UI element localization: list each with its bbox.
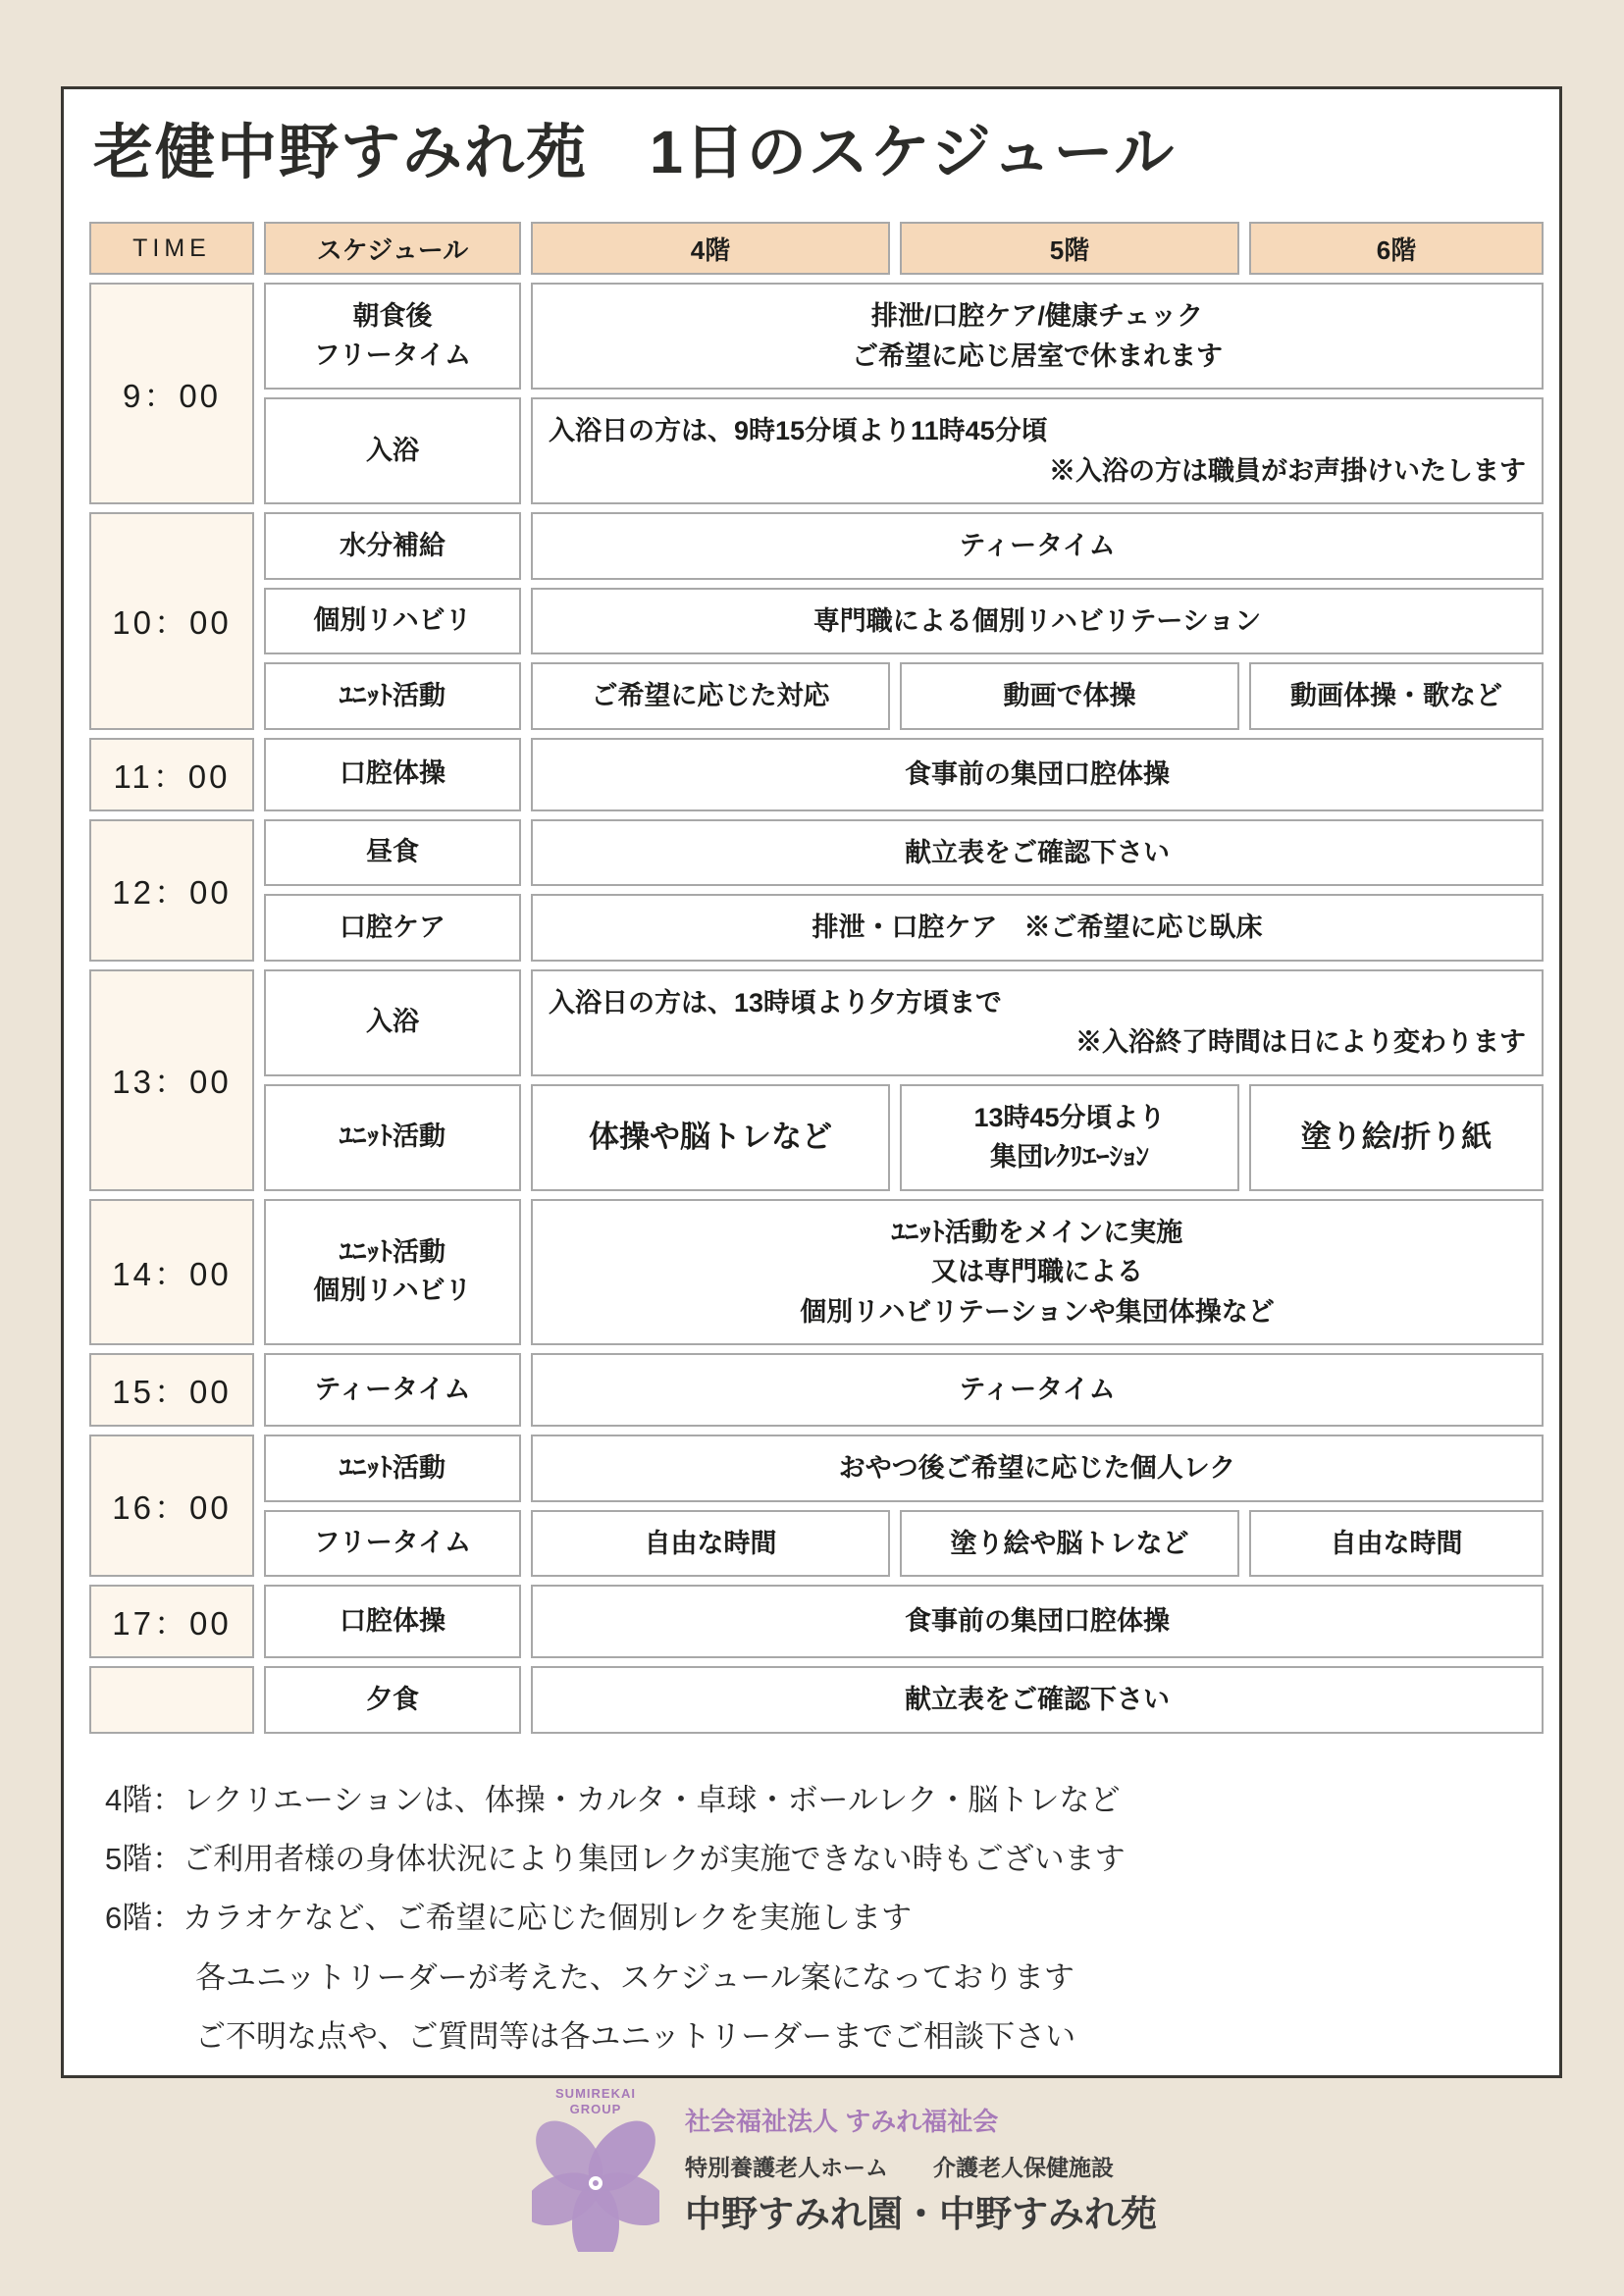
table-row-15 <box>89 1666 1544 1734</box>
activity-cell <box>531 819 1544 887</box>
corporation-name: 社会福祉法人 すみれ福祉会 <box>685 2107 999 2136</box>
cell-line: フリータイム <box>313 339 472 370</box>
notes <box>105 1771 1559 2067</box>
time-cell: 15：00 <box>89 1353 254 1427</box>
cell-line: 動画で体操 <box>1003 681 1136 710</box>
cell-line: 個別リハビリ <box>313 605 472 636</box>
violet-flower-icon <box>532 2118 659 2252</box>
group-name-en: SUMIREKAI GROUP <box>555 2086 636 2117</box>
schedule-cell <box>264 588 521 655</box>
time-cell: 12：00 <box>89 819 254 962</box>
cell-line: ご希望に応じ居室で休まれます <box>852 340 1223 371</box>
column-header-4: 6階 <box>1249 222 1544 275</box>
table-row-14 <box>89 1585 1544 1658</box>
cell-line: 入浴 <box>366 1007 419 1037</box>
cell-line: 又は専門職による <box>931 1257 1143 1286</box>
table-body <box>89 283 1544 1734</box>
table-row-9 <box>89 1084 1544 1191</box>
schedule-cell <box>264 969 521 1076</box>
cell-line: 塗り絵や脳トレなど <box>950 1528 1189 1558</box>
activity-cell <box>900 1084 1239 1191</box>
facility-type-label: 特別養護老人ホーム 介護老人保健施設 <box>685 2155 1114 2180</box>
schedule-cell <box>264 1199 521 1346</box>
cell-line: 集団ﾚｸﾘｴｰｼｮﾝ <box>990 1142 1149 1172</box>
cell-line: 口腔体操 <box>340 758 445 789</box>
table-row-0 <box>89 283 1544 390</box>
cell-line: 体操や脳トレなど <box>589 1119 832 1154</box>
cell-line: 食事前の集団口腔体操 <box>905 758 1170 789</box>
activity-cell <box>531 1435 1544 1502</box>
activity-cell <box>531 969 1544 1076</box>
schedule-cell <box>264 1585 521 1658</box>
cell-line: フリータイム <box>313 1528 472 1558</box>
cell-line: 朝食後 <box>352 301 433 332</box>
schedule-cell <box>264 397 521 504</box>
schedule-cell <box>264 819 521 887</box>
activity-cell <box>531 1199 1544 1346</box>
table-row-6 <box>89 819 1544 887</box>
cell-line: ﾕﾆｯﾄ活動 <box>340 1452 445 1483</box>
footer-text <box>685 2086 1157 2237</box>
activity-cell <box>531 1666 1544 1734</box>
schedule-cell <box>264 1666 521 1734</box>
footer <box>0 2086 1624 2257</box>
facility-name: 中野すみれ園・中野すみれ苑 <box>685 2194 1157 2234</box>
cell-line: ﾕﾆｯﾄ活動をメインに実施 <box>891 1217 1183 1247</box>
note-line: ご不明な点や、ご質問等は各ユニットリーダーまでご相談下さい <box>195 2019 1076 2055</box>
schedule-cell <box>264 1510 521 1578</box>
column-header-0: TIME <box>89 222 254 275</box>
cell-line: 自由な時間 <box>1330 1528 1463 1558</box>
table-row-8 <box>89 969 1544 1076</box>
activity-cell <box>531 1084 890 1191</box>
column-header-2: 4階 <box>531 222 890 275</box>
cell-line: ※入浴の方は職員がお声掛けいたします <box>1049 455 1526 486</box>
column-header-1: スケジュール <box>264 222 521 275</box>
cell-line: 個別リハビリ <box>313 1276 472 1306</box>
table-row-2 <box>89 512 1544 580</box>
table-row-13 <box>89 1510 1544 1578</box>
note-line: 6階：カラオケなど、ご希望に応じた個別レクを実施します <box>105 1901 912 1936</box>
activity-cell <box>531 397 1544 504</box>
cell-line: ※入浴終了時間は日により変わります <box>1075 1027 1526 1057</box>
activity-cell <box>531 1510 890 1578</box>
cell-line: 入浴日の方は、9時15分頃より11時45分頃 <box>549 416 1048 445</box>
time-cell: 16：00 <box>89 1435 254 1577</box>
cell-line: 食事前の集団口腔体操 <box>905 1606 1170 1637</box>
cell-line: 水分補給 <box>340 530 445 560</box>
table-row-4 <box>89 662 1544 730</box>
activity-cell <box>531 662 890 730</box>
column-header-3: 5階 <box>900 222 1239 275</box>
cell-line: 自由な時間 <box>644 1528 777 1558</box>
cell-line: ご希望に応じた対応 <box>591 681 830 710</box>
activity-cell <box>531 588 1544 655</box>
schedule-cell <box>264 1435 521 1502</box>
table-header-row <box>89 222 1544 275</box>
schedule-cell <box>264 662 521 730</box>
cell-line: 献立表をご確認下さい <box>905 1685 1170 1714</box>
time-cell: 11：00 <box>89 738 254 811</box>
cell-line: 入浴 <box>366 435 419 465</box>
activity-cell <box>531 1585 1544 1658</box>
activity-cell <box>1249 1510 1544 1578</box>
note-line: 5階：ご利用者様の身体状況により集団レクが実施できない時もございます <box>105 1841 1126 1876</box>
schedule-cell <box>264 283 521 390</box>
table-row-11 <box>89 1353 1544 1427</box>
cell-line: 献立表をご確認下さい <box>905 837 1170 867</box>
header-row <box>89 222 1544 275</box>
time-cell <box>89 1666 254 1734</box>
note-line: 4階：レクリエーションは、体操・カルタ・卓球・ボールレク・脳トレなど <box>105 1782 1121 1817</box>
time-cell: 9：00 <box>89 283 254 504</box>
time-cell: 10：00 <box>89 512 254 730</box>
cell-line: 昼食 <box>366 837 419 867</box>
note-line: 各ユニットリーダーが考えた、スケジュール案になっております <box>195 1959 1074 1995</box>
activity-cell <box>531 283 1544 390</box>
schedule-sheet <box>61 86 1562 2078</box>
cell-line: ティータイム <box>314 1374 471 1404</box>
cell-line: ﾕﾆｯﾄ活動 <box>340 680 445 710</box>
table-row-3 <box>89 588 1544 655</box>
activity-cell <box>531 512 1544 580</box>
table-row-7 <box>89 894 1544 962</box>
cell-line: 動画体操・歌など <box>1290 681 1502 710</box>
time-cell: 13：00 <box>89 969 254 1191</box>
schedule-cell <box>264 1084 521 1191</box>
cell-line: ﾕﾆｯﾄ活動 <box>340 1237 445 1268</box>
time-cell: 14：00 <box>89 1199 254 1346</box>
activity-cell <box>531 894 1544 962</box>
activity-cell <box>531 738 1544 811</box>
schedule-cell <box>264 894 521 962</box>
activity-cell <box>900 662 1239 730</box>
cell-line: 夕食 <box>366 1684 419 1714</box>
page-title: 老健中野すみれ苑 1日のスケジュール <box>93 119 1177 185</box>
table-row-12 <box>89 1435 1544 1502</box>
cell-line: 口腔体操 <box>340 1605 445 1636</box>
time-cell: 17：00 <box>89 1585 254 1658</box>
activity-cell <box>1249 1084 1544 1191</box>
cell-line: 排泄・口腔ケア ※ご希望に応じ臥床 <box>812 913 1263 942</box>
schedule-table <box>79 214 1553 1742</box>
table-row-1 <box>89 397 1544 504</box>
cell-line: ティータイム <box>959 531 1116 560</box>
activity-cell <box>900 1510 1239 1578</box>
schedule-cell <box>264 512 521 580</box>
cell-line: 塗り絵/折り紙 <box>1300 1119 1493 1154</box>
table-row-5 <box>89 738 1544 811</box>
cell-line: ﾕﾆｯﾄ活動 <box>340 1122 445 1152</box>
schedule-cell <box>264 1353 521 1427</box>
cell-line: 専門職による個別リハビリテーション <box>812 605 1262 636</box>
cell-line: 13時45分頃より <box>973 1102 1166 1132</box>
schedule-cell <box>264 738 521 811</box>
cell-line: 口腔ケア <box>340 912 445 942</box>
cell-line: 排泄/口腔ケア/健康チェック <box>870 301 1204 331</box>
table-row-10 <box>89 1199 1544 1346</box>
activity-cell <box>531 1353 1544 1427</box>
cell-line: おやつ後ご希望に応じた個人レク <box>838 1453 1236 1483</box>
cell-line: 個別リハビリテーションや集団体操など <box>800 1296 1275 1327</box>
cell-line: 入浴日の方は、13時頃より夕方頃まで <box>549 987 1003 1018</box>
activity-cell <box>1249 662 1544 730</box>
cell-line: ティータイム <box>959 1375 1116 1405</box>
sumirekai-logo <box>522 2086 669 2257</box>
